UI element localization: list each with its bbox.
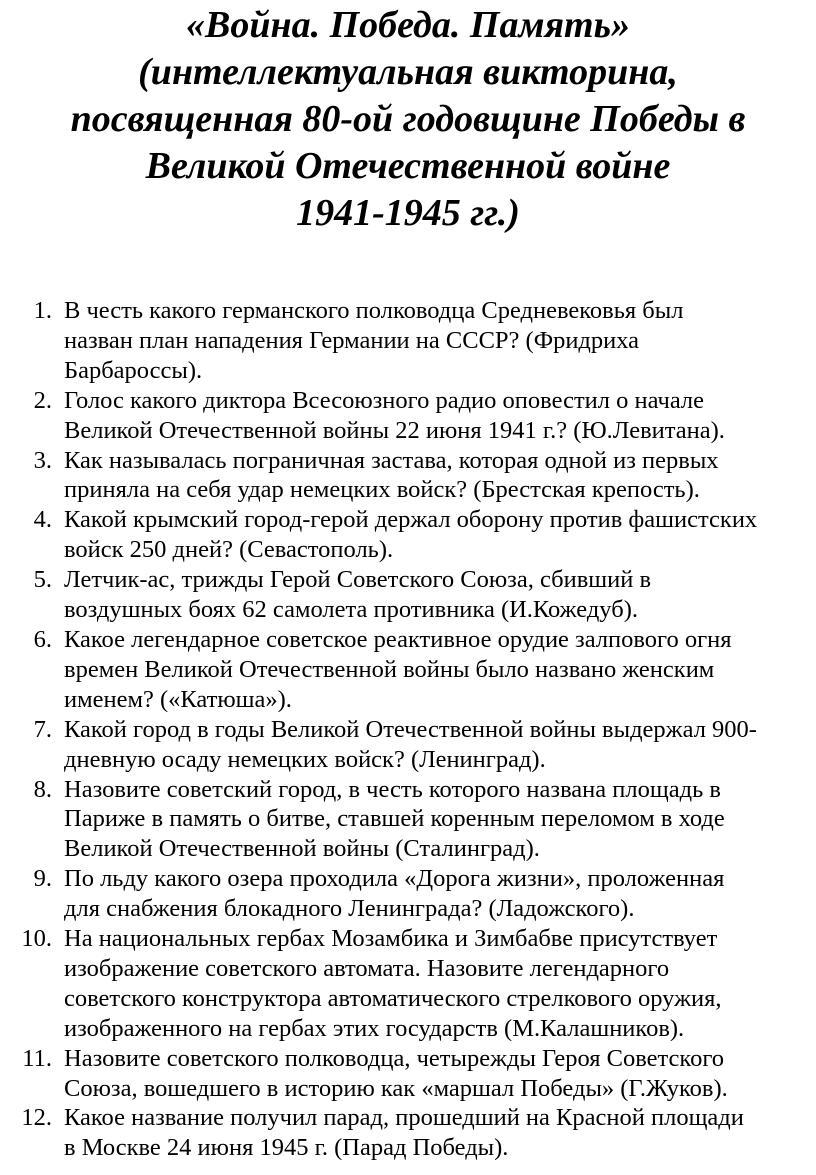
question-number: 9. [33, 865, 52, 893]
question-number: 6. [33, 625, 52, 653]
question-item [0, 386, 814, 446]
question-number: 11. [22, 1044, 52, 1072]
question-text-line: По льду какого озера проходила «Дорога жизни», проложенная [64, 865, 725, 893]
question-text-line: Париже в память о битве, ставшей коренным переломом в ходе [64, 805, 725, 833]
question-number: 4. [33, 506, 52, 534]
title-line: (интеллектуальная викторина, [138, 51, 678, 93]
question-item [0, 505, 814, 565]
title-line: 1941-1945 гг.) [296, 192, 520, 234]
question-number: 8. [33, 775, 52, 803]
question-text-line: Какой крымский город-герой держал оборону против фашистских [64, 506, 758, 534]
question-list [0, 296, 816, 1163]
question-item [0, 715, 814, 775]
question-text-line: Великой Отечественной войны 22 июня 1941 г.? (Ю.Левитана). [64, 416, 725, 444]
quiz-title [20, 2, 796, 237]
question-text-line: именем? («Катюша»). [64, 685, 292, 713]
question-text-line: На национальных гербах Мозамбика и Зимбабве присутствует [64, 925, 718, 953]
question-text-line: Голос какого диктора Всесоюзного радио оповестил о начале [64, 386, 705, 414]
question-text-line: приняла на себя удар немецких войск? (Брестская крепость). [64, 476, 700, 504]
question-number: 12. [21, 1104, 52, 1132]
question-item [0, 864, 814, 924]
question-item [0, 565, 814, 625]
question-text-line: изображение советского автомата. Назовите легендарного [64, 954, 670, 982]
question-number: 3. [33, 446, 52, 474]
question-item [0, 625, 814, 715]
title-line: «Война. Победа. Память» [186, 4, 630, 46]
question-item [0, 1044, 814, 1104]
question-text-line: войск 250 дней? (Севастополь). [64, 536, 394, 564]
question-text-line: Союза, вошедшего в историю как «маршал Победы» (Г.Жуков). [64, 1074, 728, 1102]
question-text-line: Летчик-ас, трижды Герой Советского Союза, сбивший в [64, 566, 652, 594]
question-text-line: изображенного на гербах этих государств (М.Калашников). [64, 1014, 685, 1042]
title-line: посвященная 80-ой годовщине Победы в [70, 98, 746, 140]
question-text-line: Какой город в годы Великой Отечественной войны выдержал 900- [64, 715, 757, 743]
question-text-line: времен Великой Отечественной войны было названо женским [64, 655, 715, 683]
question-item [0, 924, 814, 1044]
question-item [0, 296, 814, 386]
question-text-line: Какое легендарное советское реактивное орудие залпового огня [64, 625, 732, 653]
question-text-line: В честь какого германского полководца Средневековья был [64, 297, 684, 324]
question-text-line: советского конструктора автоматического стрелкового оружия, [64, 984, 722, 1012]
question-item [0, 775, 814, 865]
question-item [0, 446, 814, 506]
question-text-line: Как называлась пограничная застава, которая одной из первых [64, 446, 719, 474]
question-text-line: в Москве 24 июня 1945 г. (Парад Победы). [64, 1134, 509, 1162]
question-number: 7. [33, 715, 52, 743]
question-text-line: Великой Отечественной войны (Сталинград). [64, 835, 540, 863]
question-text-line: Назовите советский город, в честь которого названа площадь в [64, 775, 721, 803]
question-text-line: для снабжения блокадного Ленинграда? (Ладожского). [64, 895, 635, 923]
question-number: 10. [21, 925, 52, 953]
question-text-line: воздушных боях 62 самолета противника (И.Кожедуб). [64, 596, 638, 624]
question-number: 2. [33, 386, 52, 414]
question-item [0, 1103, 814, 1163]
question-text-line: Назовите советского полководца, четырежды Героя Советского [64, 1044, 725, 1072]
question-text-line: Барбароссы). [64, 356, 203, 384]
question-text-line: дневную осаду немецких войск? (Ленинград). [64, 745, 546, 773]
question-number: 5. [33, 566, 52, 594]
question-number: 1. [33, 297, 52, 324]
question-text-line: Какое название получил парад, прошедший на Красной площади [64, 1104, 744, 1132]
question-text-line: назван план нападения Германии на СССР? (Фридриха [64, 326, 640, 354]
title-line: Великой Отечественной войне [145, 145, 671, 187]
